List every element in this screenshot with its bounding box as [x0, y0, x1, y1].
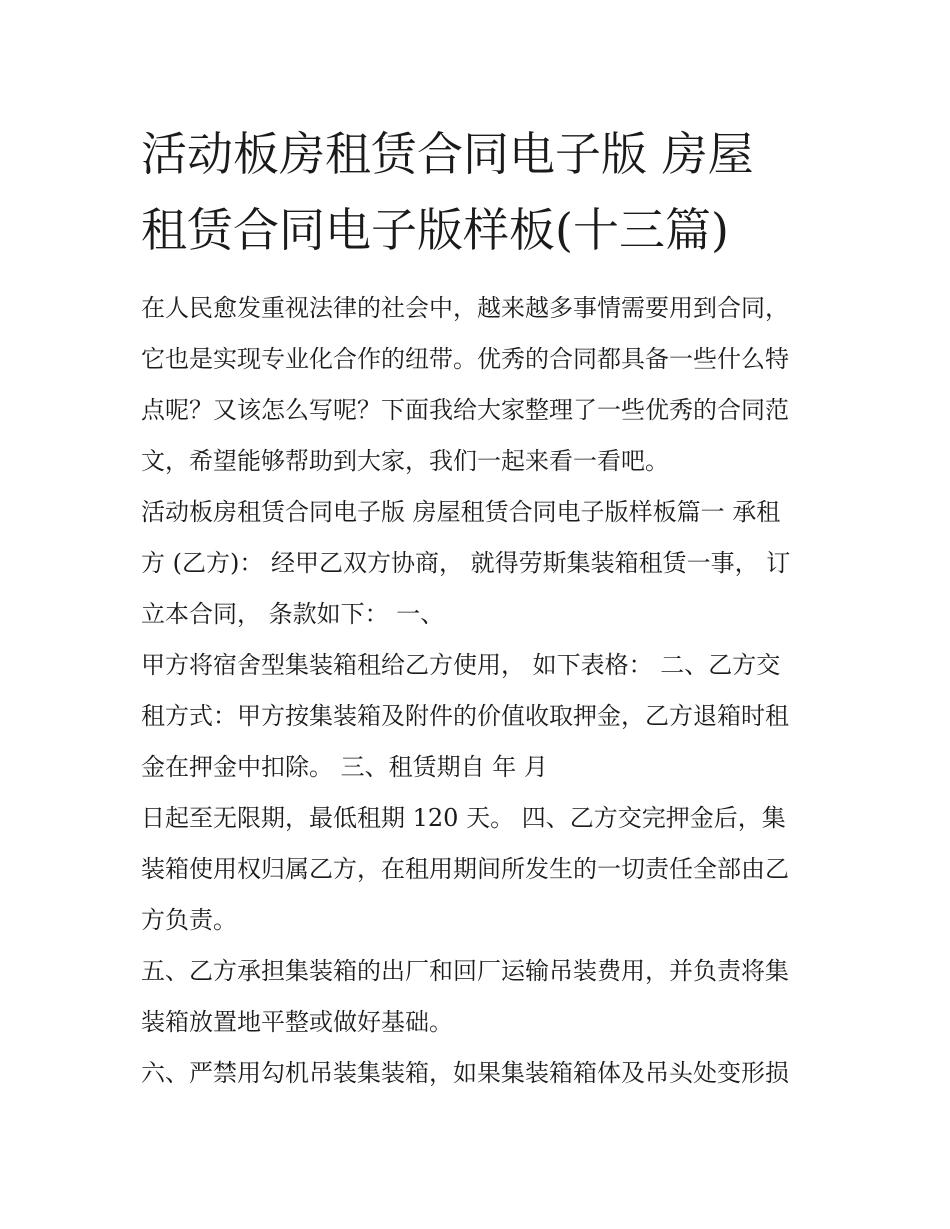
title-line: 活动板房租赁合同电子版 房屋: [141, 127, 754, 181]
body-line: 金在押金中扣除。 三、租赁期自 年 月: [141, 753, 548, 781]
document-title: [141, 116, 821, 268]
body-line: 点呢？又该怎么写呢？下面我给大家整理了一些优秀的合同范: [141, 396, 789, 424]
body-line: 装箱使用权归属乙方，在租用期间所发生的一切责任全部由乙: [141, 855, 789, 883]
body-line: 立本合同， 条款如下： 一、: [141, 600, 445, 628]
title-line: 租赁合同电子版样板(十三篇): [141, 203, 729, 257]
body-line: 方负责。: [141, 906, 237, 934]
body-line: 文，希望能够帮助到大家，我们一起来看一看吧。: [141, 447, 669, 475]
body-line: 六、严禁用勾机吊装集装箱，如果集装箱箱体及吊头处变形损: [141, 1059, 789, 1087]
body-line: 日起至无限期，最低租期 120 天。 四、乙方交完押金后，集: [141, 804, 786, 832]
body-line: 装箱放置地平整或做好基础。: [141, 1008, 453, 1036]
body-line: 活动板房租赁合同电子版 房屋租赁合同电子版样板篇一 承租: [141, 498, 781, 526]
body-line: 它也是实现专业化合作的纽带。优秀的合同都具备一些什么特: [141, 345, 789, 373]
body-line: 租方式：甲方按集装箱及附件的价值收取押金，乙方退箱时租: [141, 702, 789, 730]
document-body: [141, 283, 821, 1099]
body-line: 方 (乙方)： 经甲乙双方协商， 就得劳斯集装箱租赁一事， 订: [141, 549, 791, 577]
body-line: 在人民愈发重视法律的社会中，越来越多事情需要用到合同，: [141, 294, 789, 322]
body-line: 五、乙方承担集装箱的出厂和回厂运输吊装费用，并负责将集: [141, 957, 789, 985]
body-line: 甲方将宿舍型集装箱租给乙方使用， 如下表格： 二、乙方交: [141, 651, 781, 679]
